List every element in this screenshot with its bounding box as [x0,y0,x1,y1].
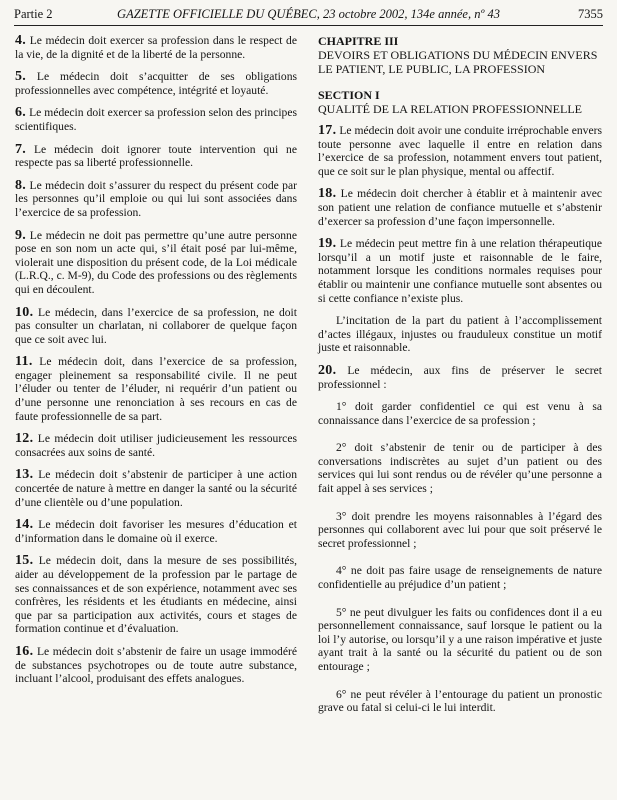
page-header [14,5,603,26]
article-text: Le médecin peut mettre fin à une relation thérapeutique lorsqu’il a un motif juste et raisonnable de le faire, notamment lorsque les conditions normales requises pour établir ou maintenir une confiance mutuelle sont absentes ou si cette confiance n’existe plus. [318,237,602,305]
article-number: 12. [15,431,34,447]
article-number: 11. [15,354,33,370]
section-heading [318,88,602,116]
article-4 [15,34,297,61]
article-15 [15,554,297,636]
article-6 [15,106,297,133]
article-number: 10. [15,304,34,320]
article-text: Le médecin doit s’assurer du respect du présent code par les personnes qu’il emploie ou qui lui sont associées dans l’exercice de sa profession. [15,178,297,219]
article-text: Le médecin doit s’abstenir de faire un usage immodéré de substances psychotropes ou de toute autre substance, incluant l’alcool, produisant des effets analogues. [15,644,297,686]
article-18 [318,187,602,228]
article-7 [15,143,297,170]
article-text: Le médecin doit exercer sa profession dans le respect de la vie, de la dignité et de la liberté de la personne. [15,34,297,61]
paragraph-incitation: L’incitation de la part du patient à l’accomplissement d’actes illégaux, injustes ou frauduleux constitue un motif juste et raisonnable. [318,314,602,355]
right-column [318,34,602,729]
chapter-number: CHAPITRE III [318,34,399,48]
article-number: 13. [15,467,34,483]
article-number: 17. [318,123,337,138]
article-text: Le médecin doit s’acquitter de ses obligations professionnelles avec compétence, intégrité et loyauté. [15,70,297,97]
chapter-heading [318,34,602,76]
article-20-item: 5° ne peut divulguer les faits ou confidences dont il a eu personnellement connaissance, sauf lorsque le patient ou la loi l’y autorise, ou lorsqu’il y a une raison impérative et juste ayant trait à la santé ou la sécurité du patient ou de son entourage ; [318,605,602,673]
section-title: QUALITÉ DE LA RELATION PROFESSIONNELLE [318,102,582,116]
article-12 [15,432,297,459]
article-20-item: 2° doit s’abstenir de tenir ou de participer à des conversations indiscrètes au sujet d’un patient ou des services qui lui sont rendus ou de révéler qu’une personne a fait appel à ses services ; [318,441,602,496]
article-number: 14. [15,517,34,533]
article-17 [318,124,602,178]
article-number: 8. [15,177,27,193]
article-number: 6. [15,105,27,121]
article-8 [15,179,297,220]
article-20-item: 1° doit garder confidentiel ce qui est venu à sa connaissance dans l’exercice de sa profession ; [318,400,602,427]
article-text: Le médecin doit s’abstenir de participer à une action concertée de nature à mettre en danger la santé ou la sécurité d’une clientèle ou d’une population. [15,468,297,509]
article-text: Le médecin doit, dans la mesure de ses possibilités, aider au développement de la profession par le partage de ses connaissances et de son expérience, notamment avec ses confrères, les résidents et les étudiants en médecine, ainsi que par sa participation aux activités, cours et stages de formation continue et d’évaluation. [15,554,297,636]
article-number: 15. [15,553,34,569]
article-text: Le médecin ne doit pas permettre qu’une autre personne pose en son nom un acte qui, s’il était posé par lui-même, violerait une disposition du présent code, de la Loi médicale (L.R.Q., c. M-9), du Code des professions ou des règlements qui en découlent. [15,228,297,296]
article-number: 19. [318,236,337,252]
article-text: Le médecin doit chercher à établir et à maintenir avec son patient une relation de confiance mutuelle et s’abstenir d’exercer sa profession d’une façon impersonnelle. [318,187,602,228]
article-number: 5. [15,69,27,85]
article-13 [15,468,297,509]
article-text: Le médecin doit avoir une conduite irréprochable envers toute personne avec laquelle il entre en relation dans l’exercice de sa profession, notamment envers tout patient, que ce soit sur le plan physique, mental ou affectif. [318,124,602,178]
article-20-item: 3° doit prendre les moyens raisonnables à l’égard des personnes qui collaborent avec lui pour que soit préservé le secret professionnel ; [318,509,602,550]
chapter-title: DEVOIRS ET OBLIGATIONS DU MÉDECIN ENVERS LE PATIENT, LE PUBLIC, LA PROFESSION [318,48,598,76]
article-20-item: 6° ne peut révéler à l’entourage du patient un pronostic grave ou fatal si celui-ci le lui interdit. [318,687,602,715]
header-title: GAZETTE OFFICIELLE DU QUÉBEC, 23 octobre 2002, 134e année, nº 43 [117,7,500,21]
article-text: Le médecin doit ignorer toute intervention qui ne respecte pas sa liberté professionnelle. [15,142,297,170]
article-number: 18. [318,186,337,202]
article-text: Le médecin doit exercer sa profession selon des principes scientifiques. [15,106,297,133]
article-9 [15,229,297,297]
article-number: 20. [318,362,337,378]
article-11 [15,355,297,423]
article-text: Le médecin, dans l’exercice de sa profession, ne doit pas consulter un charlatan, ni collaborer de quelque façon que ce soit avec lui. [15,305,297,346]
article-text: Le médecin, aux fins de préserver le secret professionnel : [318,363,602,391]
article-10 [15,306,297,347]
header-page-number: 7355 [578,7,603,21]
section-number: SECTION I [318,88,380,102]
article-number: 7. [15,141,27,157]
article-text: Le médecin doit, dans l’exercice de sa profession, engager pleinement sa responsabilité civile. Il ne peut l’éluder ou tenter de l’éluder, ni requérir d’un patient ou d’une personne une renonciation à ses recours en cas de faute professionnelle de sa part. [15,355,297,423]
left-column [15,34,297,695]
article-14 [15,518,297,545]
header-part: Partie 2 [14,7,53,21]
article-19 [318,237,602,305]
article-number: 9. [15,227,27,243]
article-number: 16. [15,643,34,659]
article-number: 4. [15,33,27,48]
article-5 [15,70,297,97]
article-20-item: 4° ne doit pas faire usage de renseignements de nature confidentielle au préjudice d’un patient ; [318,564,602,592]
article-16 [15,645,297,686]
article-text: Le médecin doit favoriser les mesures d’éducation et d’information dans le domaine où il exerce. [15,518,297,545]
article-text: Le médecin doit utiliser judicieusement les ressources consacrées aux soins de santé. [15,432,297,459]
article-20 [318,364,602,391]
